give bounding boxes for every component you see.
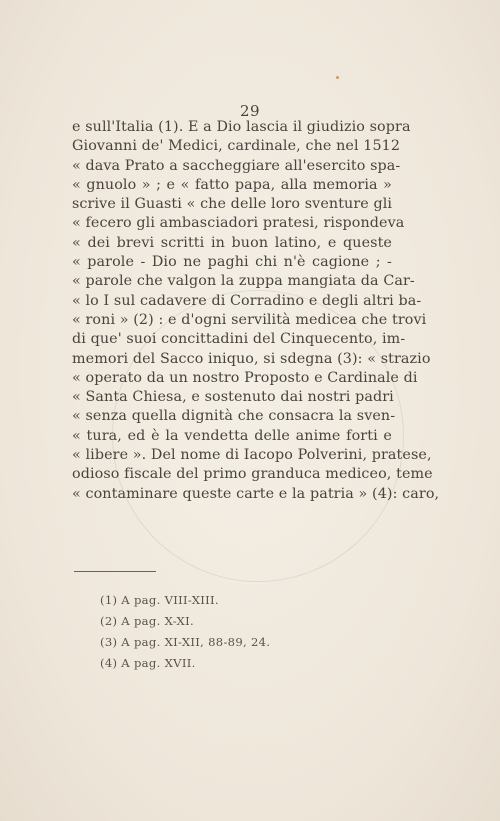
text-line: « tura, ed è la vendetta delle anime forti e [72,427,392,444]
body-text [72,118,440,504]
footnotes [100,590,340,674]
text-line: di que' suoi concittadini del Cinquecento, im- [72,331,406,348]
text-line: « lo I sul cadavere di Corradino e degli altri ba- [72,292,422,309]
ink-spot [336,76,339,79]
text-line: memori del Sacco iniquo, si sdegna (3): « strazio [72,350,431,367]
text-line: « dava Prato a saccheggiare all'esercito spa- [72,157,401,174]
footnote: (3) A pag. XI-XII, 88-89, 24. [100,635,271,649]
text-line: « parole che valgon la zuppa mangiata da Car- [72,273,415,290]
text-line: scrive il Guasti « che delle loro sventure gli [72,196,393,213]
footnote: (4) A pag. XVII. [100,656,196,670]
text-line: « contaminare queste carte e la patria » (4): caro, [72,485,440,502]
text-line: « fecero gli ambasciadori pratesi, rispondeva [72,215,405,232]
page-number: 29 [239,102,261,120]
text-line: odioso fiscale del primo granduca mediceo, teme [72,466,433,483]
text-line: « libere ». Del nome di Iacopo Polverini, pratese, [72,447,432,464]
footnote: (1) A pag. VIII-XIII. [100,593,219,607]
footnote-separator [74,571,156,572]
text-line: « senza quella dignità che consacra la sven- [72,408,396,425]
text-line: « Santa Chiesa, e sostenuto dai nostri padri [72,389,394,406]
text-line: e sull'Italia (1). E a Dio lascia il giudizio sopra [72,119,411,135]
text-line: « gnuolo » ; e « fatto papa, alla memoria » [72,176,392,193]
text-line: « roni » (2) : e d'ogni servilità medicea che trovi [72,311,427,328]
text-line: « dei brevi scritti in buon latino, e queste [72,234,392,251]
text-line: « parole - Dio ne paghi chi n'è cagione ; - [72,254,392,271]
text-line: Giovanni de' Medici, cardinale, che nel 1512 [72,138,401,155]
footnote: (2) A pag. X-XI. [100,614,194,628]
text-line: « operato da un nostro Proposto e Cardinale di [72,369,418,386]
